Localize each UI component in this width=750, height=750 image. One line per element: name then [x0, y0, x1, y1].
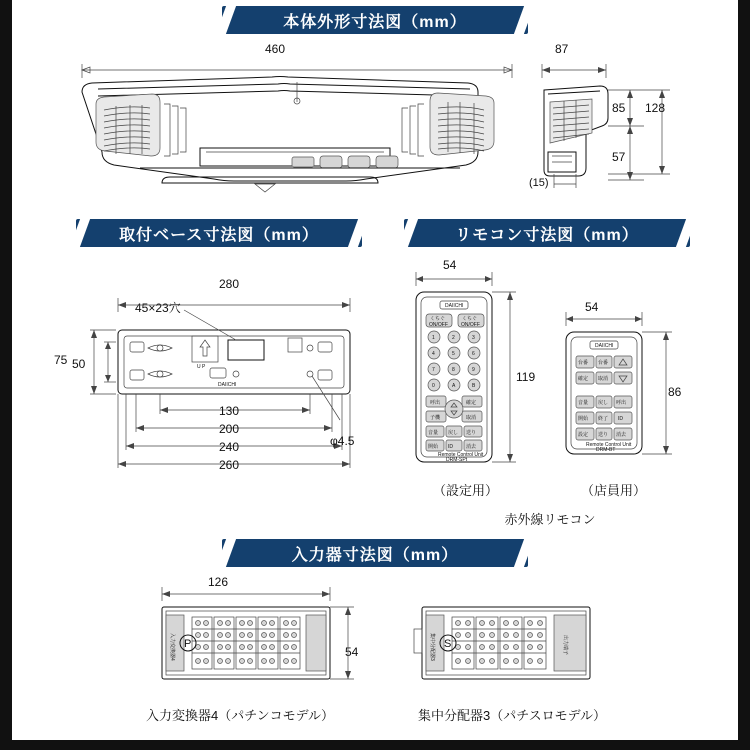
- svg-text:S: S: [444, 638, 452, 650]
- svg-text:5: 5: [452, 351, 455, 357]
- hole-note: 45×23穴: [135, 301, 181, 315]
- svg-text:6: 6: [472, 351, 475, 357]
- svg-text:集中分配器3: 集中分配器3: [429, 633, 435, 661]
- svg-text:4: 4: [432, 351, 435, 357]
- dim-15: (15): [529, 177, 549, 189]
- svg-text:ON/OFF: ON/OFF: [461, 322, 480, 328]
- svg-text:入力変換器4: 入力変換器4: [169, 633, 175, 661]
- body-front-view: [20, 56, 530, 206]
- remote-left-height: 119: [516, 370, 536, 384]
- svg-text:DAIICHI: DAIICHI: [445, 303, 464, 309]
- bottom-rail: [0, 740, 750, 750]
- svg-text:3: 3: [472, 335, 475, 341]
- svg-text:確定: 確定: [466, 400, 477, 406]
- remote-right-caption: （店員用）: [580, 483, 646, 498]
- svg-text:戻し: 戻し: [598, 400, 609, 406]
- svg-text:消去: 消去: [466, 444, 477, 450]
- section-header-body: 本体外形寸法図（mm）: [222, 6, 528, 34]
- svg-text:設定: 設定: [578, 432, 589, 438]
- svg-text:確定: 確定: [578, 376, 589, 382]
- svg-text:ID: ID: [448, 444, 453, 450]
- svg-text:7: 7: [432, 367, 435, 373]
- dim-200: 200: [219, 422, 240, 436]
- input-left-caption: 入力変換器4（パチンコモデル）: [146, 708, 334, 723]
- dim-87: 87: [555, 42, 569, 56]
- remote-right-drawing: [548, 310, 688, 480]
- svg-text:B: B: [472, 383, 476, 389]
- svg-text:戻し: 戻し: [448, 430, 459, 436]
- remote-right-width: 54: [585, 300, 599, 314]
- svg-text:DAIICHI: DAIICHI: [595, 343, 614, 349]
- svg-text:8: 8: [452, 367, 455, 373]
- dim-phi45: φ4.5: [330, 434, 355, 448]
- svg-text:U P: U P: [197, 364, 206, 370]
- svg-text:Remote Control Unit: Remote Control Unit: [586, 442, 632, 448]
- svg-text:取消: 取消: [466, 415, 477, 421]
- dim-50: 50: [72, 357, 86, 371]
- svg-text:開始: 開始: [578, 416, 589, 422]
- svg-text:くちぐ: くちぐ: [430, 316, 446, 322]
- svg-text:ID: ID: [618, 416, 623, 422]
- svg-text:送り: 送り: [466, 430, 477, 436]
- svg-text:くちぐ: くちぐ: [462, 316, 478, 322]
- svg-text:DAIICHI: DAIICHI: [218, 382, 237, 388]
- svg-text:消去: 消去: [616, 432, 627, 438]
- svg-text:A: A: [452, 383, 456, 389]
- svg-text:2: 2: [452, 335, 455, 341]
- svg-text:DRM-SPt: DRM-SPt: [446, 457, 468, 463]
- svg-text:取消: 取消: [598, 376, 609, 382]
- dim-460: 460: [265, 42, 286, 56]
- remote-left-width: 54: [443, 258, 457, 272]
- svg-text:1: 1: [432, 335, 435, 341]
- svg-text:終了: 終了: [598, 416, 609, 422]
- svg-text:送り: 送り: [598, 432, 609, 438]
- remote-right-height: 86: [668, 385, 682, 399]
- dim-260: 260: [219, 458, 240, 472]
- svg-text:Remote Control Unit: Remote Control Unit: [438, 452, 484, 458]
- svg-text:0: 0: [432, 383, 435, 389]
- dim-57: 57: [612, 150, 626, 164]
- dim-130: 130: [219, 404, 240, 418]
- dim-126: 126: [208, 575, 229, 589]
- section-header-remote: リモコン寸法図（mm）: [404, 219, 690, 247]
- svg-text:台番: 台番: [578, 360, 589, 366]
- input-converter-drawing: [140, 585, 370, 695]
- svg-text:ON/OFF: ON/OFF: [429, 322, 448, 328]
- svg-text:DRM-BT: DRM-BT: [596, 447, 616, 453]
- svg-text:P: P: [184, 638, 192, 650]
- dim-280: 280: [219, 277, 240, 291]
- left-rail: [0, 0, 12, 750]
- remote-left-drawing: [400, 270, 530, 480]
- dim-85: 85: [612, 101, 626, 115]
- svg-text:音量: 音量: [578, 400, 589, 406]
- svg-text:台番: 台番: [598, 360, 609, 366]
- svg-text:呼出: 呼出: [616, 400, 627, 406]
- dim-54: 54: [345, 645, 359, 659]
- svg-text:呼出: 呼出: [430, 400, 441, 406]
- section-header-base: 取付ベース寸法図（mm）: [76, 219, 362, 247]
- svg-text:出力端子: 出力端子: [562, 635, 568, 656]
- svg-text:音量: 音量: [428, 430, 439, 436]
- section-header-input: 入力器寸法図（mm）: [222, 539, 528, 567]
- dim-75: 75: [54, 353, 68, 367]
- right-rail: [738, 0, 750, 750]
- input-right-caption: 集中分配器3（パチスロモデル）: [417, 708, 607, 723]
- distributor-drawing: [400, 585, 615, 695]
- remote-left-caption: （設定用）: [432, 483, 498, 498]
- svg-text:9: 9: [472, 367, 475, 373]
- dim-240: 240: [219, 440, 240, 454]
- svg-text:子機: 子機: [430, 415, 441, 421]
- remote-common-caption: 赤外線リモコン: [504, 512, 596, 527]
- svg-text:開始: 開始: [428, 444, 439, 450]
- dim-128: 128: [645, 101, 666, 115]
